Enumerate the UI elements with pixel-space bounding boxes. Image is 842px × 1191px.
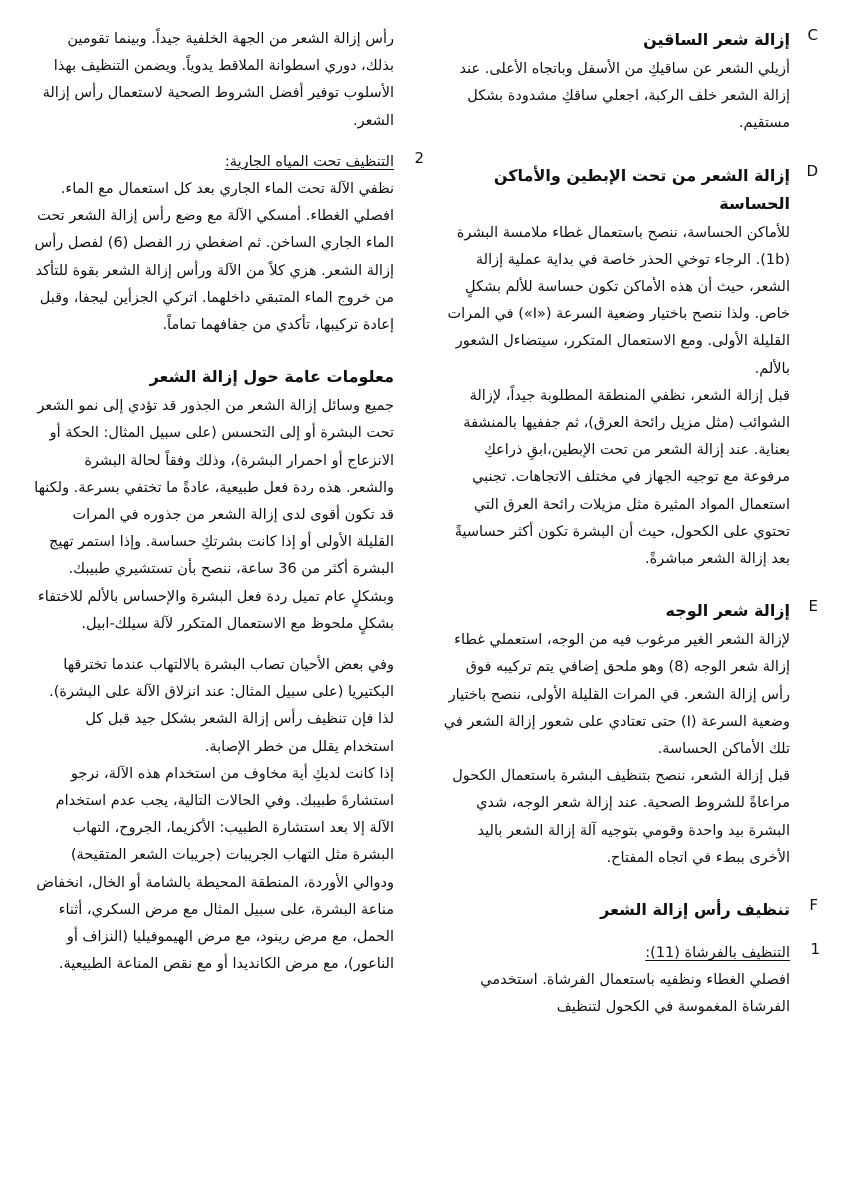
section-letter: D	[806, 161, 818, 180]
item-heading: التنظيف تحت المياه الجارية:	[224, 153, 394, 170]
continued-text: رأس إزالة الشعر من الجهة الخلفية جيداً. وبينما تقومين بذلك، دوري اسطوانة الملاقط يدوياً. ويضمن التنظيف بهذا الأسلوب توفير أفضل الشروط الصحية لاستعمال رأس إزالة الشعر.	[42, 31, 394, 129]
section-cleaning	[438, 896, 820, 1022]
section-paragraph: لإزالة الشعر الغير مرغوب فيه من الوجه، استعملي غطاء إزالة شعر الوجه (8) وهو ملحق إضافي يتم تركيبه فوق رأس إزالة الشعر. في المرات القليلة الأولى، ننصح باختيار وضعية السرعة (I) حتى تعتادي على شعور إزالة الشعر في تلك الأماكن الحساسة.	[443, 632, 790, 758]
cleaning-item-water	[34, 148, 424, 339]
item-heading: التنظيف بالفرشاة (11):	[645, 945, 790, 962]
section-title: إزالة الشعر من تحت الإبطين والأماكن الحساسة	[493, 165, 790, 213]
section-face	[438, 597, 818, 872]
section-underarms	[438, 161, 818, 574]
left-column	[34, 26, 424, 979]
item-text: افصلي الغطاء ونظفيه باستعمال الفرشاة. استخدمي الفرشاة المغموسة في الكحول لتنظيف	[480, 972, 790, 1016]
section-letter: C	[807, 26, 818, 44]
section-paragraph: للأماكن الحساسة، ننصح باستعمال غطاء ملامسة البشرة (1b). الرجاء توخي الحذر خاصة في بداية عملية إزالة الشعر، حيث أن هذه الأماكن تكون حساسة للألم بشكلٍ خاص. ولذا ننصح باختيار وضعية السرعة («I») في المرات القليلة الأولى. ومع الاستعمال المتكرر، سيتضاءل الشعور بالألم.	[447, 224, 790, 377]
item-number: 2	[414, 148, 424, 167]
section-paragraph: قبل إزالة الشعر، نظفي المنطقة المطلوبة جيداً، لإزالة الشوائب (مثل مزيل رائحة العرق)، ثم جففيها بالمنشفة بعناية. عند إزالة الشعر من تحت الإبطين،ابقِ ذراعكِ مرفوعة مع توجيه الجهاز في مختلف الاتجاهات. تجنبي استعمال المواد المثيرة مثل مزيلات رائحة العرق التي تحتوي على الكحول، حيث أن البشرة تكون أكثر حساسيةً بعد إزالة الشعر مباشرةً.	[454, 387, 790, 568]
cleaning-item-brush	[438, 940, 820, 1022]
right-column	[438, 26, 820, 1022]
section-title: إزالة شعر الوجه	[665, 601, 790, 621]
general-paragraph: وفي بعض الأحيان تصاب البشرة بالالتهاب عندما تخترقها البكتيريا (على سبيل المثال: عند انزلاق الآلة على البشرة). لذا فإن تنظيف رأس إزالة الشعر بشكل جيد قبل كل استخدام يقلل من خطر الإصابة.	[49, 657, 394, 755]
section-letter: F	[809, 896, 818, 915]
general-title: معلومات عامة حول إزالة الشعر	[149, 367, 394, 387]
item-text: نظفي الآلة تحت الماء الجاري بعد كل استعمال مع الماء. افصلي الغطاء. أمسكي الآلة مع وضع رأس إزالة الشعر تحت الماء الجاري الساخن. ثم اضغطي زر الفصل (6) لفصل رأس إزالة الشعر. هزي كلاً من الآلة ورأس إزالة الشعر بقوة للتأكد من خروج الماء المتبقي داخلهما. اتركي الجزأين ليجفا، وقبل إعادة تركيبها، تأكدي من جفافهما تماماً.	[34, 181, 394, 334]
section-title: إزالة شعر الساقين	[643, 30, 790, 49]
section-legs	[438, 26, 818, 138]
section-letter: E	[808, 597, 818, 616]
section-paragraph: قبل إزالة الشعر، ننصح بتنظيف البشرة باستعمال الكحول مراعاةً للشروط الصحية. عند إزالة شعر الوجه، شدي البشرة بيد واحدة وقومي بتوجيه آلة إزالة الشعر باليد الأخرى ببطء في اتجاه المفتاح.	[452, 768, 790, 866]
item-number: 1	[810, 940, 820, 959]
general-paragraph: إذا كانت لديكِ أية مخاوف من استخدام هذه الآلة، نرجو استشارةَ طبيبك. وفي الحالات التالية، يجب عدم استخدام الآلة إلا بعد استشارة الطبيب: الأكزيما، الجروح، التهاب البشرة مثل التهاب الجريبات (جريبات الشعر المتقيحة) ودوالي الأوردة، المنطقة المحيطة بالشامة أو الخال، انخفاض مناعة البشرة، على سبيل المثال مع مرض السكري، أثناء الحمل، مع مرض رينود، مع مرض الهيموفيليا (النزاف أو الناعور)، مع مرض الكانديدا أو مع نقص المناعة الطبيعية.	[36, 765, 394, 973]
general-info	[34, 363, 394, 978]
general-paragraph: جميع وسائل إزالة الشعر من الجذور قد تؤدي إلى نمو الشعر تحت البشرة أو إلى التحسس (على سبيل المثال: الحكة أو الانزعاج أو احمرار البشرة)، وذلك وفقاً لحالة البشرة والشعر. هذه ردة فعل طبيعية، عادةً ما تختفي بسرعة. ولكنها قد تكون أقوى لدى إزالة الشعر من جذوره في المرات القليلة الأولى أو إذا كانت بشرتكِ حساسة. وإذا استمر تهيج البشرة أكثر من 36 ساعة، ننصح بأن تستشيري طبيبك. وبشكلٍ عام تميل ردة فعل البشرة والإحساس بالألم للاختفاء بشكلٍ ملحوظ مع الاستعمال المتكرر لآلة سيلك-ابيل.	[34, 398, 394, 632]
section-title: تنظيف رأس إزالة الشعر	[600, 900, 790, 920]
section-text: أزيلي الشعر عن ساقيكِ من الأسفل وباتجاه الأعلى. عند إزالة الشعر خلف الركبة، اجعلي ساقكِ مشدودة بشكل مستقيم.	[459, 61, 790, 132]
